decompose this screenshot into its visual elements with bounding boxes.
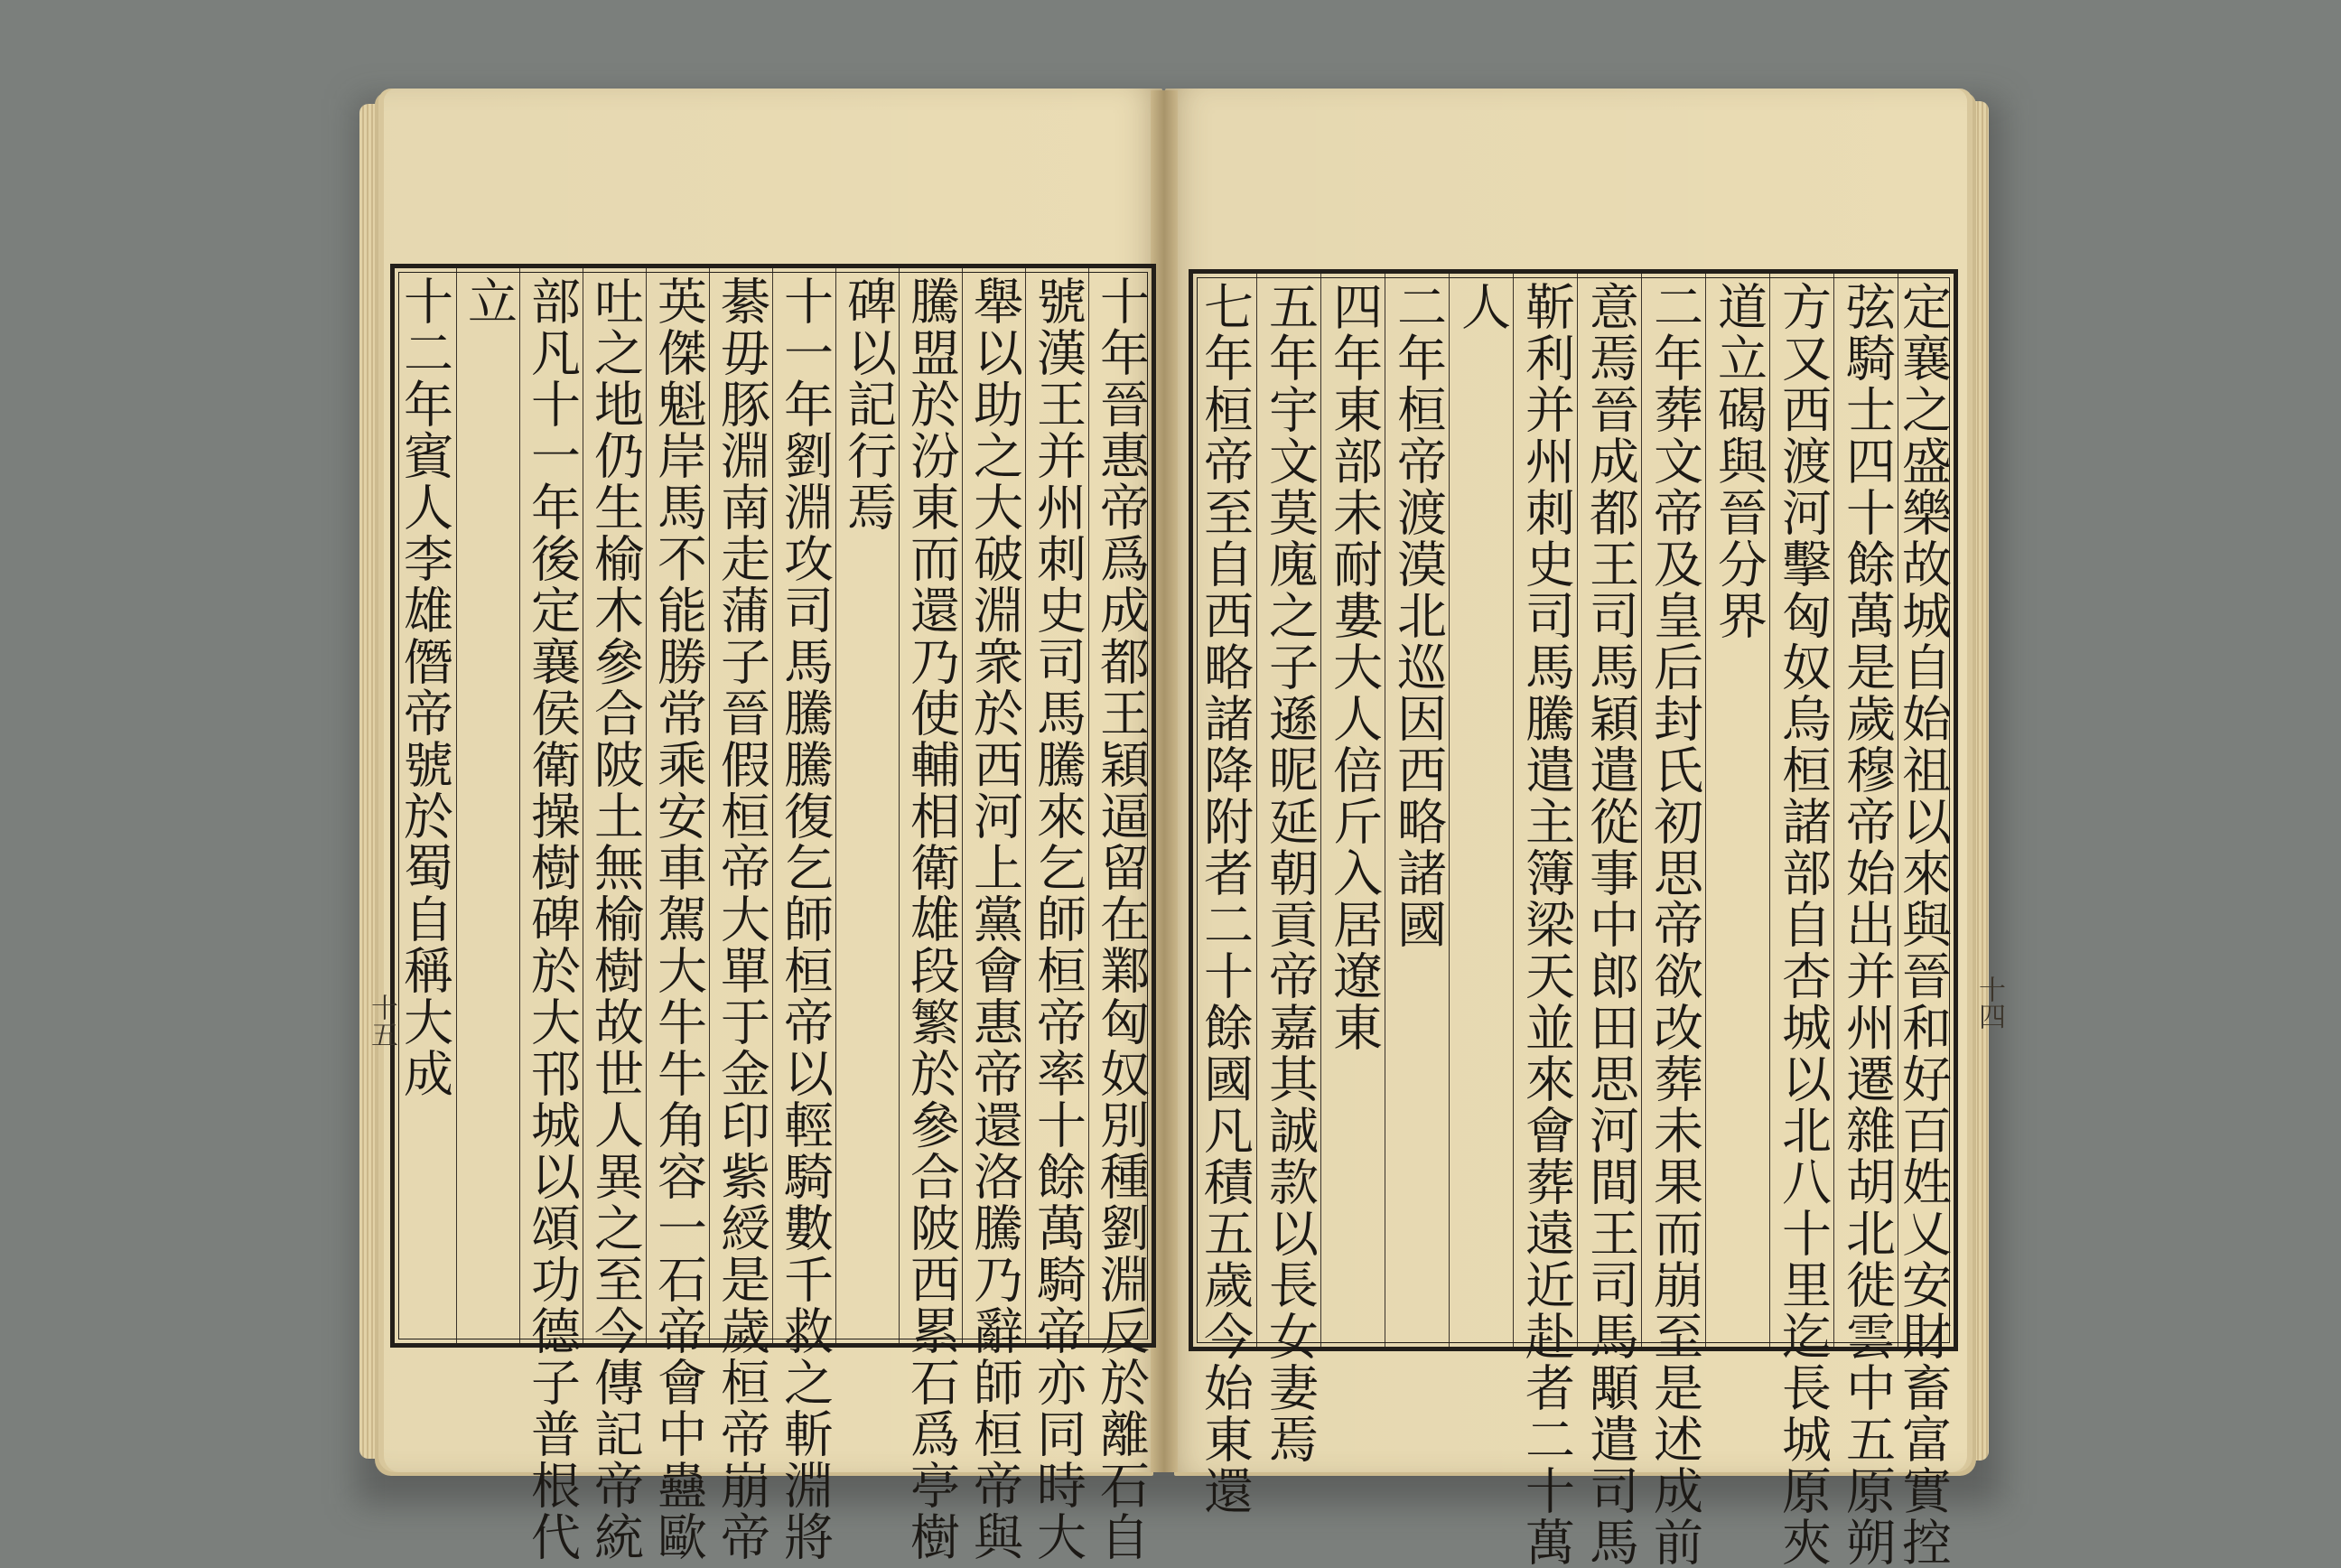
text-column: 二年桓帝渡漠北巡因西略諸國 bbox=[1385, 274, 1450, 1347]
text-column: 人 bbox=[1449, 274, 1514, 1347]
text-column: 英傑魁岸馬不能勝常乘安車駕大牛牛角容一石帝會中蠱歐 bbox=[646, 268, 710, 1343]
right-page-text-frame bbox=[1189, 269, 1958, 1568]
text-column: 二年葬文帝及皇后封氏初思帝欲改葬未果而崩至是述成前 bbox=[1641, 274, 1706, 1347]
left-page-text-frame bbox=[390, 264, 1156, 1563]
text-column: 舉以助之大破淵衆於西河上黨會惠帝還洛騰乃辭師桓帝與 bbox=[962, 268, 1026, 1343]
text-column: 道立碣與晉分界 bbox=[1705, 274, 1770, 1347]
page-edges-right bbox=[1965, 101, 1989, 1461]
page-edges-left bbox=[359, 104, 385, 1459]
text-column: 碑以記行焉 bbox=[835, 268, 900, 1343]
text-column: 部凡十一年後定襄侯衛操樹碑於大邗城以頌功德子普根代 bbox=[519, 268, 583, 1343]
text-column: 立 bbox=[456, 268, 520, 1343]
text-column: 四年東部未耐婁大人倍斤入居遼東 bbox=[1320, 274, 1385, 1347]
fold-page-number-left: 十五 bbox=[366, 994, 397, 1048]
text-column: 號漢王并州刺史司馬騰來乞師桓帝率十餘萬騎帝亦同時大 bbox=[1025, 268, 1089, 1343]
text-column: 定襄之盛樂故城自始祖以來與晉和好百姓乂安財畜富實控 bbox=[1898, 274, 1954, 1347]
fold-page-number-right: 十四 bbox=[1973, 975, 2005, 1030]
text-column: 十二年賓人李雄僭帝號於蜀自稱大成 bbox=[396, 275, 453, 1099]
text-column: 弦騎士四十餘萬是歲穆帝始出并州遷雜胡北徙雲中五原朔 bbox=[1833, 274, 1898, 1347]
text-column: 七年桓帝至自西略諸降附者二十餘國凡積五歲今始東還 bbox=[1196, 281, 1254, 1517]
text-column: 方又西渡河擊匈奴烏桓諸部自杏城以北八十里迄長城原夾 bbox=[1769, 274, 1834, 1347]
text-column: 吐之地仍生榆木參合陂土無榆樹故世人異之至今傳記帝統 bbox=[583, 268, 647, 1343]
text-column: 靳利并州刺史司馬騰遣主簿梁天並來會葬遠近赴者二十萬 bbox=[1513, 274, 1578, 1347]
text-column: 綦毋豚淵南走蒲子晉假桓帝大單于金印紫綬是歲桓帝崩帝 bbox=[709, 268, 773, 1343]
text-column: 五年宇文莫廆之子遜昵延朝貢帝嘉其誠款以長女妻焉 bbox=[1256, 274, 1321, 1347]
text-column: 十年晉惠帝爲成都王穎逼留在鄴匈奴別種劉淵反於離石自 bbox=[1088, 268, 1152, 1343]
text-column: 意焉晉成都王司馬穎遣從事中郎田思河間王司馬顒遣司馬 bbox=[1577, 274, 1642, 1347]
text-column: 騰盟於汾東而還乃使輔相衛雄段繁於參合陂西累石爲亭樹 bbox=[899, 268, 963, 1343]
text-column: 十一年劉淵攻司馬騰騰復乞師桓帝以輕騎數千救之斬淵將 bbox=[772, 268, 836, 1343]
